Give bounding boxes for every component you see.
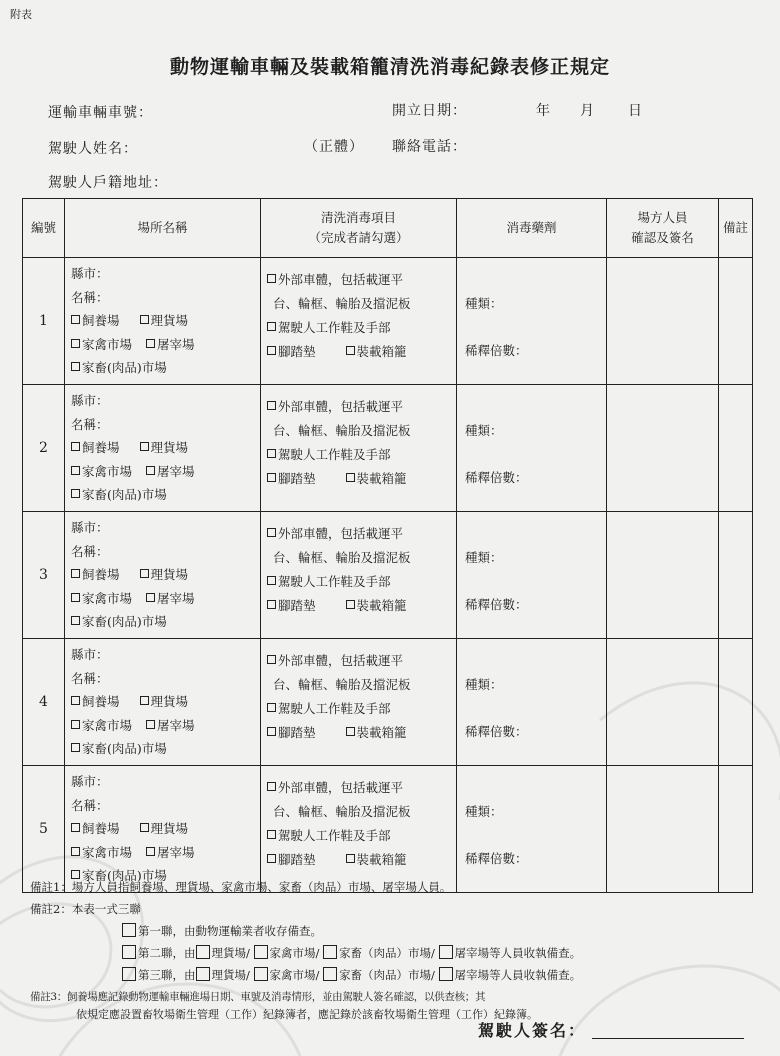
checkbox[interactable] [140,823,149,832]
row-number-value: 5 [39,821,48,837]
driver-signature-line[interactable] [592,1038,744,1039]
table-header-row [23,199,753,258]
meat-market-option: 家畜(肉品)市場 [82,487,167,502]
row-number-value: 3 [39,567,48,583]
row-number [23,639,65,766]
exterior-option: 外部車體，包括載運平 [278,272,404,287]
table-row [23,385,753,512]
county-label: 縣市： [71,647,109,662]
checkbox[interactable] [267,346,276,355]
slaughter-option: 屠宰場 [157,590,195,606]
row-number-value: 4 [39,694,48,710]
copy-3-line: 第三聯，由 理貨場/ 家禽市場/ 家畜（肉品）市場/ 屠宰場等人員收執備查。 [30,964,581,986]
shoes-option: 駕駛人工作鞋及手部 [278,828,391,843]
checkbox[interactable] [346,854,355,863]
row-number-value: 1 [39,313,48,329]
county-label: 縣市： [71,774,109,789]
note-3-line-1: 備註3：飼養場應記錄動物運輸車輛進場日期、車號及消毒情形，並由駕駛人簽名確認，以供查核；其 [30,991,486,1003]
agent-type-label: 種類： [465,677,503,692]
row-number [23,512,65,639]
site-cell [65,385,261,512]
date-year-label: 年 [536,103,551,119]
site-cell [65,258,261,385]
site-name-label: 名稱： [71,416,109,432]
checkbox[interactable] [346,727,355,736]
checkbox[interactable] [146,339,155,348]
exterior-option: 外部車體，包括載運平 [278,399,404,414]
checkbox[interactable] [267,274,276,283]
table-row [23,258,753,385]
checkbox[interactable] [267,854,276,863]
exterior-option-cont: 台、輪框、輪胎及擋泥板 [273,296,411,311]
confirm-signature-cell[interactable] [607,766,719,893]
confirm-signature-cell[interactable] [607,639,719,766]
table-row [23,766,753,893]
meat-market-option: 家畜(肉品)市場 [82,868,167,883]
checkbox[interactable] [71,339,80,348]
checkbox[interactable] [267,401,276,410]
confirm-signature-cell[interactable] [607,512,719,639]
remark-cell[interactable] [719,258,753,385]
checkbox[interactable] [71,720,80,729]
note-2: 備註2：本表一式三聯 [30,902,141,916]
checkbox[interactable] [146,593,155,602]
cage-option: 裝載箱籠 [356,852,407,867]
checkbox[interactable] [267,473,276,482]
farm-option: 飼養場 [82,440,120,455]
farm-option: 飼養場 [82,313,120,328]
checkbox[interactable] [196,967,210,981]
checkbox[interactable] [71,743,80,752]
agent-type-label: 種類： [465,804,503,819]
checkbox[interactable] [254,967,268,981]
row-number-value: 2 [39,440,48,456]
agent-dilution-label: 稀釋倍數： [465,470,528,485]
mat-option: 腳踏墊 [278,852,316,867]
checkbox[interactable] [439,967,453,981]
items-cell [261,512,457,639]
slaughter-option: 屠宰場 [157,463,195,479]
row-number [23,385,65,512]
table-row [23,512,753,639]
checkbox[interactable] [122,923,136,937]
items-cell [261,385,457,512]
exterior-option-cont: 台、輪框、輪胎及擋泥板 [273,550,411,565]
checkbox[interactable] [267,782,276,791]
site-cell [65,512,261,639]
checkbox[interactable] [71,847,80,856]
table-row [23,639,753,766]
checkbox[interactable] [267,655,276,664]
site-name-label: 名稱： [71,543,109,559]
attachment-label: 附表 [10,8,32,21]
agent-cell [457,512,607,639]
checkbox[interactable] [71,466,80,475]
exterior-option: 外部車體，包括載運平 [278,780,404,795]
checkbox[interactable] [140,696,149,705]
remark-cell[interactable] [719,639,753,766]
farm-option: 飼養場 [82,694,120,709]
items-cell [261,766,457,893]
mat-option: 腳踏墊 [278,598,316,613]
agent-cell [457,258,607,385]
checkbox[interactable] [267,449,276,458]
agent-type-label: 種類： [465,296,503,311]
exterior-option: 外部車體，包括載運平 [278,526,404,541]
checkbox[interactable] [71,442,80,451]
poultry-option: 家禽市場 [82,463,133,479]
slaughter-option: 屠宰場 [157,844,195,860]
issue-date-label: 開立日期： [392,103,467,119]
agent-cell [457,639,607,766]
cage-option: 裝載箱籠 [356,344,407,359]
county-label: 縣市： [71,520,109,535]
market-option: 理貨場 [150,694,189,709]
header-remark: 備註 [719,199,753,258]
meat-market-option: 家畜(肉品)市場 [82,741,167,756]
disinfection-record-table [22,198,753,893]
note-1: 備註1：場方人員指飼養場、理貨場、家禽市場、家畜（肉品）市場、屠宰場人員。 [30,880,452,894]
shoes-option: 駕駛人工作鞋及手部 [278,447,391,462]
checkbox[interactable] [267,703,276,712]
id-form-label: （正體） [304,139,364,155]
checkbox[interactable] [71,696,80,705]
header-items: 清洗消毒項目 （完成者請勾選） [261,199,457,258]
items-cell [261,639,457,766]
checkbox[interactable] [439,945,453,959]
header-confirm: 場方人員 確認及簽名 [607,199,719,258]
row-number [23,766,65,893]
poultry-option: 家禽市場 [82,336,133,352]
date-month-label: 月 [580,103,595,119]
checkbox[interactable] [196,945,210,959]
confirm-signature-cell[interactable] [607,258,719,385]
checkbox[interactable] [71,362,80,371]
checkbox[interactable] [346,600,355,609]
shoes-option: 駕駛人工作鞋及手部 [278,701,391,716]
county-label: 縣市： [71,266,109,281]
checkbox[interactable] [71,593,80,602]
driver-signature-label: 駕駛人簽名： [478,1021,587,1040]
checkbox[interactable] [346,473,355,482]
checkbox[interactable] [140,442,149,451]
vehicle-plate-label: 運輸車輛車號： [48,105,153,121]
items-cell [261,258,457,385]
checkbox[interactable] [122,967,136,981]
header-site-name: 場所名稱 [65,199,261,258]
shoes-option: 駕駛人工作鞋及手部 [278,574,391,589]
farm-option: 飼養場 [82,567,120,582]
cage-option: 裝載箱籠 [356,598,407,613]
checkbox[interactable] [71,569,80,578]
site-cell [65,766,261,893]
exterior-option-cont: 台、輪框、輪胎及擋泥板 [273,423,411,438]
cage-option: 裝載箱籠 [356,725,407,740]
exterior-option: 外部車體，包括載運平 [278,653,404,668]
checkbox[interactable] [267,600,276,609]
site-name-label: 名稱： [71,797,109,813]
agent-cell [457,385,607,512]
driver-name-label: 駕駛人姓名： [48,141,138,157]
checkbox[interactable] [71,823,80,832]
poultry-option: 家禽市場 [82,844,133,860]
exterior-option-cont: 台、輪框、輪胎及擋泥板 [273,677,411,692]
checkbox[interactable] [122,945,136,959]
meat-market-option: 家畜(肉品)市場 [82,614,167,629]
mat-option: 腳踏墊 [278,344,316,359]
checkbox[interactable] [267,528,276,537]
shoes-option: 駕駛人工作鞋及手部 [278,320,391,335]
slaughter-option: 屠宰場 [157,336,195,352]
agent-type-label: 種類： [465,423,503,438]
market-option: 理貨場 [150,313,189,328]
checkbox[interactable] [140,569,149,578]
checkbox[interactable] [146,720,155,729]
header-agent: 消毒藥劑 [457,199,607,258]
site-cell [65,639,261,766]
checkbox[interactable] [140,315,149,324]
checkbox[interactable] [267,576,276,585]
agent-dilution-label: 稀釋倍數： [465,597,528,612]
checkbox[interactable] [346,346,355,355]
checkbox[interactable] [71,489,80,498]
row-number [23,258,65,385]
cage-option: 裝載箱籠 [356,471,407,486]
slaughter-option: 屠宰場 [157,717,195,733]
meat-market-option: 家畜(肉品)市場 [82,360,167,375]
checkbox[interactable] [71,315,80,324]
agent-dilution-label: 稀釋倍數： [465,851,528,866]
copy-1-line: 第一聯，由動物運輸業者收存備查。 [30,920,581,942]
notes-section [30,876,581,1026]
checkbox[interactable] [267,322,276,331]
remark-cell[interactable] [719,385,753,512]
market-option: 理貨場 [150,567,189,582]
note-3-line-2: 依規定應設置畜牧場衛生管理（工作）紀錄簿者，應記錄於該畜牧場衛生管理（工作）紀錄簿。 [76,1008,538,1021]
site-name-label: 名稱： [71,289,109,305]
site-name-label: 名稱： [71,670,109,686]
remark-cell[interactable] [719,512,753,639]
poultry-option: 家禽市場 [82,590,133,606]
confirm-signature-cell[interactable] [607,385,719,512]
agent-dilution-label: 稀釋倍數： [465,724,528,739]
copy-2-line: 第二聯，由 理貨場/ 家禽市場/ 家畜（肉品）市場/ 屠宰場等人員收執備查。 [30,942,581,964]
driver-address-label: 駕駛人戶籍地址： [48,175,168,191]
checkbox[interactable] [323,945,337,959]
agent-dilution-label: 稀釋倍數： [465,343,528,358]
poultry-option: 家禽市場 [82,717,133,733]
mat-option: 腳踏墊 [278,471,316,486]
agent-type-label: 種類： [465,550,503,565]
phone-label: 聯絡電話： [392,139,467,155]
checkbox[interactable] [267,727,276,736]
checkbox[interactable] [146,847,155,856]
remark-cell[interactable] [719,766,753,893]
form-title: 動物運輸車輛及裝載箱籠清洗消毒紀錄表修正規定 [169,56,610,78]
agent-cell [457,766,607,893]
date-day-label: 日 [628,103,643,119]
exterior-option-cont: 台、輪框、輪胎及擋泥板 [273,804,411,819]
checkbox[interactable] [323,967,337,981]
checkbox[interactable] [71,616,80,625]
market-option: 理貨場 [150,821,189,836]
market-option: 理貨場 [150,440,189,455]
header-no: 編號 [23,199,65,258]
checkbox[interactable] [267,830,276,839]
county-label: 縣市： [71,393,109,408]
mat-option: 腳踏墊 [278,725,316,740]
checkbox[interactable] [146,466,155,475]
farm-option: 飼養場 [82,821,120,836]
checkbox[interactable] [254,945,268,959]
